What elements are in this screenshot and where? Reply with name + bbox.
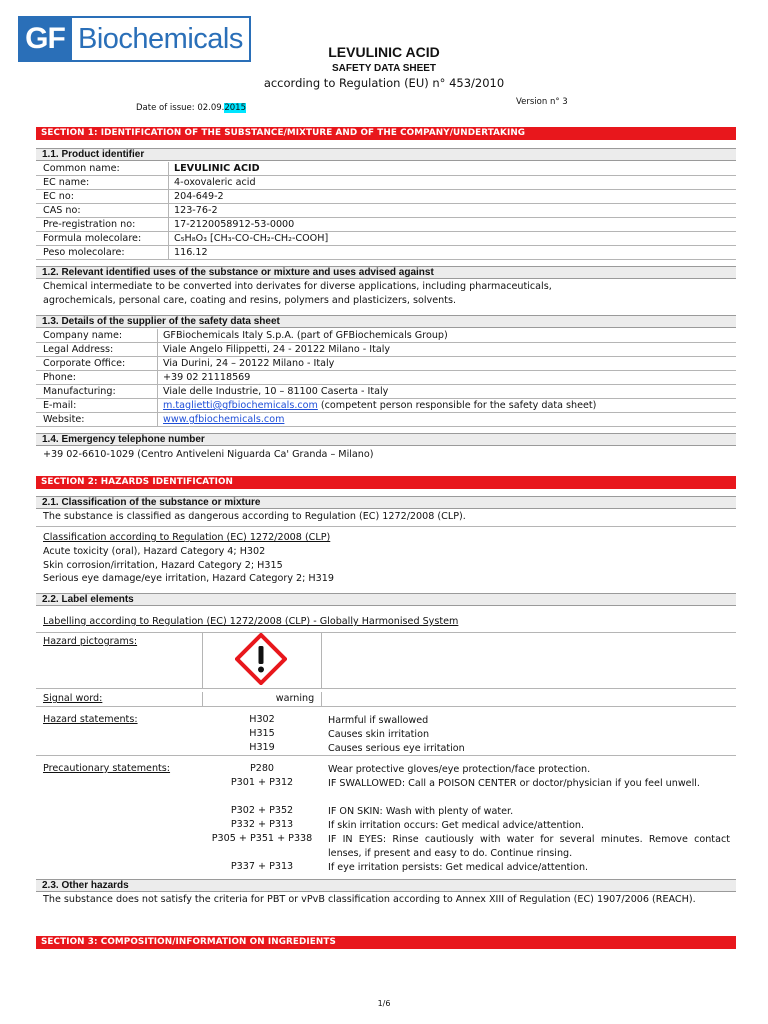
exclamation-mark-pictogram-icon — [235, 633, 287, 685]
row-value — [163, 399, 596, 413]
issue-date-label: Date of issue: 02.09. — [136, 103, 225, 113]
subsection-1-2-heading: 1.2. Relevant identified uses of the substance or mixture and uses advised against — [36, 266, 736, 279]
precaution-text: IF ON SKIN: Wash with plenty of water. — [328, 806, 514, 817]
logo-wordmark: Biochemicals — [72, 16, 251, 62]
issue-date — [136, 103, 246, 113]
subsection-2-2-heading: 2.2. Label elements — [36, 593, 736, 606]
row-key: EC name: — [43, 177, 90, 188]
row-value: Via Durini, 24 – 20122 Milano - Italy — [163, 358, 335, 369]
clp-classification-block — [43, 531, 733, 586]
subsection-2-3-heading: 2.3. Other hazards — [36, 879, 736, 892]
classification-item: Serious eye damage/eye irritation, Hazard Category 2; H319 — [43, 573, 334, 585]
precaution-code: P305 + P351 + P338 — [211, 833, 313, 844]
supplier-row-legal-address — [36, 343, 736, 357]
subsection-1-1-heading: 1.1. Product identifier — [36, 148, 736, 161]
classification-item: Skin corrosion/irritation, Hazard Category 2; H315 — [43, 559, 283, 571]
email-link[interactable]: m.taglietti@gfbiochemicals.com — [163, 400, 318, 411]
supplier-row-email — [36, 399, 736, 413]
row-value: Viale Angelo Filippetti, 24 - 20122 Milano - Italy — [163, 344, 391, 355]
product-row-molecular-weight — [36, 246, 736, 260]
classification-item: Acute toxicity (oral), Hazard Category 4; H302 — [43, 545, 266, 557]
emergency-phone-text: +39 02-6610-1029 (Centro Antiveleni Niguarda Ca' Granda – Milano) — [43, 449, 374, 460]
row-value: +39 02 21118569 — [163, 372, 251, 383]
precaution-code: P280 — [249, 763, 275, 774]
row-value: C₅H₈O₃ [CH₃-CO-CH₂-CH₂-COOH] — [174, 233, 329, 244]
product-row-formula — [36, 232, 736, 246]
other-hazards-text: The substance does not satisfy the criteria for PBT or vPvB classification according to Annex XIII of Regulation (EC) 1907/2006 (REACH). — [43, 894, 696, 905]
row-key: Corporate Office: — [43, 358, 126, 369]
precaution-text: Wear protective gloves/eye protection/face protection. — [328, 764, 591, 775]
row-key: Common name: — [43, 163, 120, 174]
product-row-common-name — [36, 162, 736, 176]
supplier-row-phone — [36, 371, 736, 385]
supplier-row-website — [36, 413, 736, 427]
website-link[interactable]: www.gfbiochemicals.com — [163, 414, 285, 425]
issue-year-highlight: 2015 — [224, 103, 246, 113]
hazard-code: H319 — [249, 742, 275, 753]
signal-word-value: warning — [275, 693, 315, 704]
product-row-ec-no — [36, 190, 736, 204]
document-subtitle: SAFETY DATA SHEET — [331, 63, 437, 74]
row-value: 204-649-2 — [174, 191, 224, 202]
precautionary-statements-label: Precautionary statements: — [43, 763, 171, 774]
precaution-text: If skin irritation occurs: Get medical advice/attention. — [328, 820, 585, 831]
hazard-code: H315 — [249, 728, 275, 739]
signal-word-label: Signal word: — [43, 693, 103, 704]
clp-classification-title: Classification according to Regulation (EC) 1272/2008 (CLP) — [43, 532, 331, 543]
supplier-row-manufacturing — [36, 385, 736, 399]
row-value: 4-oxovaleric acid — [174, 177, 256, 188]
row-key: Website: — [43, 414, 85, 425]
row-value: Viale delle Industrie, 10 – 81100 Caserta - Italy — [163, 386, 389, 397]
row-key: Legal Address: — [43, 344, 114, 355]
supplier-row-corporate-office — [36, 357, 736, 371]
row-value: 17-2120058912-53-0000 — [174, 219, 295, 230]
precaution-code: P332 + P313 — [230, 819, 294, 830]
document-title: LEVULINIC ACID — [328, 44, 440, 60]
product-row-cas-no — [36, 204, 736, 218]
precaution-code: P301 + P312 — [230, 777, 294, 788]
precaution-text: IF IN EYES: Rinse cautiously with water for several minutes. Remove contact lenses, if present and easy to do. Continue rinsing. — [328, 834, 730, 859]
subsection-2-1-heading: 2.1. Classification of the substance or mixture — [36, 496, 736, 509]
regulation-reference: according to Regulation (EU) n° 453/2010 — [263, 76, 505, 90]
row-key: Formula molecolare: — [43, 233, 142, 244]
version-number: Version n° 3 — [516, 97, 568, 107]
uses-line-2: agrochemicals, personal care, coating and resins, polymers and plasticizers, solvents. — [43, 294, 456, 306]
hazard-text: Causes serious eye irritation — [328, 743, 465, 754]
product-row-ec-name — [36, 176, 736, 190]
subsection-1-3-heading: 1.3. Details of the supplier of the safety data sheet — [36, 315, 736, 328]
row-key: Peso molecolare: — [43, 247, 125, 258]
row-key: CAS no: — [43, 205, 81, 216]
row-value — [163, 413, 284, 427]
row-key: Manufacturing: — [43, 386, 116, 397]
classification-intro: The substance is classified as dangerous according to Regulation (EC) 1272/2008 (CLP). — [43, 511, 466, 522]
labelling-title: Labelling according to Regulation (EC) 1272/2008 (CLP) - Globally Harmonised System — [43, 616, 459, 627]
row-value: LEVULINIC ACID — [174, 163, 260, 174]
row-key: EC no: — [43, 191, 74, 202]
precaution-text: IF SWALLOWED: Call a POISON CENTER or doctor/physician if you feel unwell. — [328, 778, 700, 789]
supplier-row-company — [36, 329, 736, 343]
precaution-code: P337 + P313 — [230, 861, 294, 872]
row-key: Pre-registration no: — [43, 219, 136, 230]
row-value: GFBiochemicals Italy S.p.A. (part of GFBiochemicals Group) — [163, 330, 448, 341]
row-key: Phone: — [43, 372, 76, 383]
row-value: 116.12 — [174, 247, 208, 258]
pictograms-label: Hazard pictograms: — [43, 636, 138, 647]
precaution-text: If eye irritation persists: Get medical advice/attention. — [328, 862, 589, 873]
page-number: 1/6 — [377, 999, 391, 1008]
email-note: (competent person responsible for the safety data sheet) — [317, 400, 597, 411]
uses-line-1: Chemical intermediate to be converted into derivates for diverse applications, including pharmaceuticals, — [43, 281, 552, 292]
uses-text — [43, 280, 733, 308]
row-key: Company name: — [43, 330, 123, 341]
subsection-1-4-heading: 1.4. Emergency telephone number — [36, 433, 736, 446]
product-row-pre-registration — [36, 218, 736, 232]
precaution-code: P302 + P352 — [230, 805, 294, 816]
row-value: 123-76-2 — [174, 205, 218, 216]
row-key: E-mail: — [43, 400, 77, 411]
hazard-statements-label: Hazard statements: — [43, 714, 138, 725]
logo-gf-mark: GF — [18, 16, 72, 62]
hazard-text: Harmful if swallowed — [328, 715, 429, 726]
section-3-header: SECTION 3: COMPOSITION/INFORMATION ON INGREDIENTS — [36, 936, 736, 949]
hazard-code: H302 — [249, 714, 275, 725]
section-2-header: SECTION 2: HAZARDS IDENTIFICATION — [36, 476, 736, 489]
section-1-header: SECTION 1: IDENTIFICATION OF THE SUBSTANCE/MIXTURE AND OF THE COMPANY/UNDERTAKING — [36, 127, 736, 140]
hazard-text: Causes skin irritation — [328, 729, 430, 740]
